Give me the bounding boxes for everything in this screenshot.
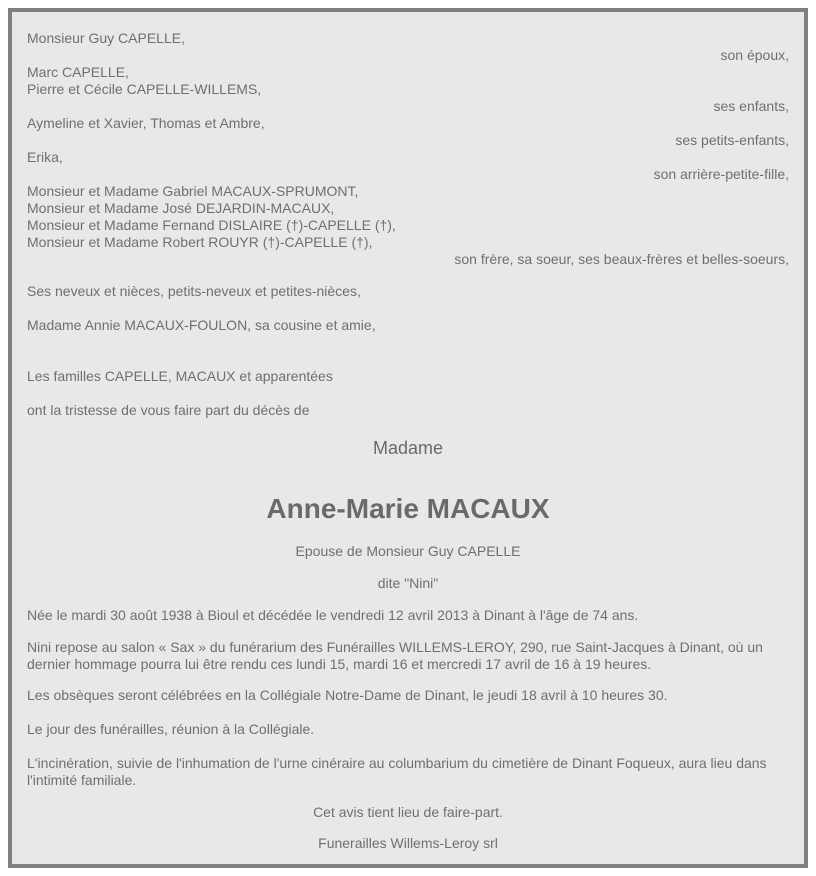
grandchildren-relation: ses petits-enfants, [675, 132, 789, 148]
siblings-relation: son frère, sa soeur, ses beaux-frères et belles-soeurs, [454, 251, 789, 267]
meeting-paragraph: Le jour des funérailles, réunion à la Collégiale. [27, 721, 315, 737]
announcement-line: ont la tristesse de vous faire part du décès de [27, 402, 310, 418]
cousin-line: Madame Annie MACAUX-FOULON, sa cousine et amie, [27, 317, 376, 333]
child-name: Pierre et Cécile CAPELLE-WILLEMS, [27, 81, 262, 97]
funeral-paragraph: Les obsèques seront célébrées en la Collégiale Notre-Dame de Dinant, le jeudi 18 avril à 10 heures 30. [27, 687, 668, 703]
birth-death-paragraph: Née le mardi 30 août 1938 à Bioul et décédée le vendredi 12 avril 2013 à Dinant à l'âge de 74 ans. [27, 607, 639, 623]
nephews-line: Ses neveux et nièces, petits-neveux et petites-nièces, [27, 283, 361, 299]
sibling-name: Monsieur et Madame Robert ROUYR (†)-CAPELLE (†), [27, 234, 373, 250]
spouse-relation: son époux, [720, 47, 789, 63]
deceased-name: Anne-Marie MACAUX [266, 493, 550, 524]
death-notice-card [8, 8, 808, 868]
families-line: Les familles CAPELLE, MACAUX et apparentées [27, 368, 333, 384]
grandchildren-names: Aymeline et Xavier, Thomas et Ambre, [27, 115, 265, 131]
funeral-home-name: Funerailles Willems-Leroy srl [318, 835, 498, 851]
sibling-name: Monsieur et Madame Gabriel MACAUX-SPRUMONT, [27, 183, 359, 199]
deceased-nickname: dite "Nini" [377, 575, 439, 591]
spouse-name: Monsieur Guy CAPELLE, [27, 30, 185, 46]
sibling-name: Monsieur et Madame Fernand DISLAIRE (†)-CAPELLE (†), [27, 217, 396, 233]
sibling-name: Monsieur et Madame José DEJARDIN-MACAUX, [27, 200, 335, 216]
great-grandchild-relation: son arrière-petite-fille, [653, 166, 789, 182]
deceased-spouse-line: Epouse de Monsieur Guy CAPELLE [295, 543, 521, 559]
cremation-paragraph: L'incinération, suivie de l'inhumation de l'urne cinéraire au columbarium du cimetière de Dinant Foqueux, aura lieu dans l'intimité familiale. [27, 755, 767, 788]
notice-content [27, 12, 789, 864]
deceased-title: Madame [372, 438, 444, 458]
great-grandchild-name: Erika, [27, 149, 63, 165]
child-name: Marc CAPELLE, [27, 64, 129, 80]
viewing-paragraph: Nini repose au salon « Sax » du funérarium des Funérailles WILLEMS-LEROY, 290, rue Saint-Jacques à Dinant, où un dernier hommage pourra lui être rendu ces lundi 15, mardi 16 et mercredi 17 avril de 16 à 19 heures. [27, 639, 763, 672]
children-relation: ses enfants, [713, 98, 789, 114]
notice-footer-text: Cet avis tient lieu de faire-part. [313, 804, 503, 820]
